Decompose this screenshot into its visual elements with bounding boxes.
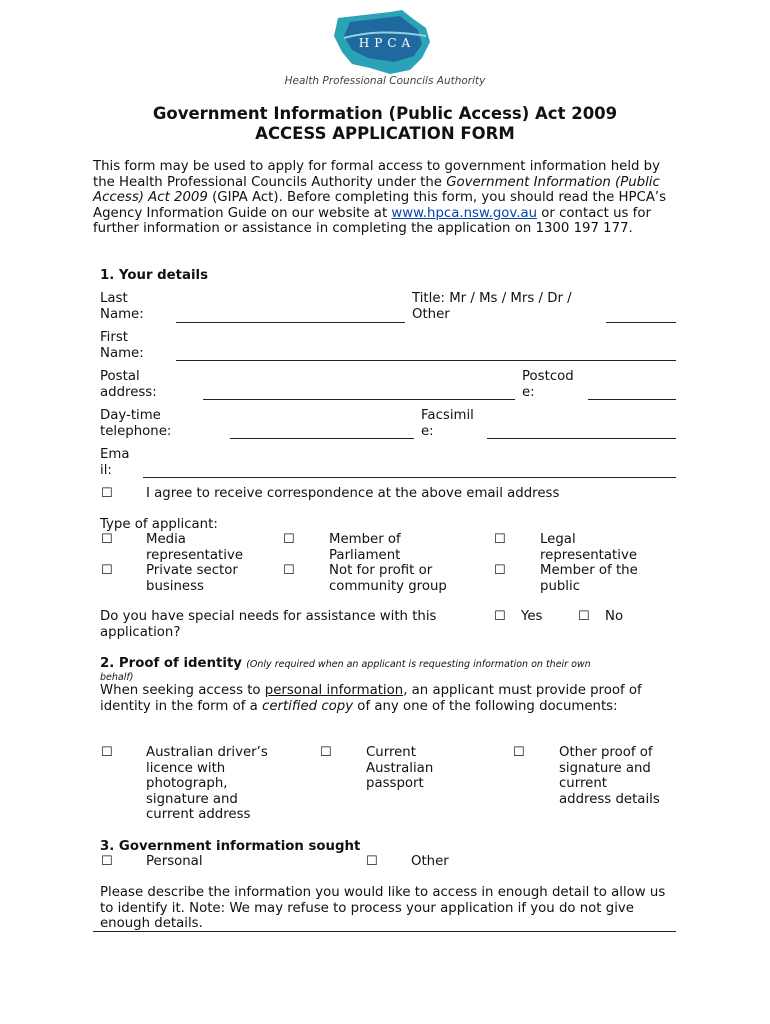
parliament-label: Member of Parliament bbox=[329, 532, 401, 563]
postcode-field[interactable] bbox=[588, 399, 676, 400]
section1-heading: 1. Your details bbox=[100, 268, 209, 283]
section2-heading: 2. Proof of identity (Only required when an applicant is requesting information on their own bbox=[100, 656, 591, 671]
other-info-checkbox[interactable]: ☐ bbox=[366, 854, 378, 869]
intro-paragraph bbox=[93, 159, 685, 237]
proof-identity-paragraph: When seeking access to personal information, an applicant must provide proof of identity in the form of a certified copy of any one of the following documents: bbox=[100, 683, 642, 714]
drivers-licence-checkbox[interactable]: ☐ bbox=[101, 745, 113, 760]
drivers-licence-label: Australian driver’s licence with photograph, signature and current address bbox=[146, 745, 268, 823]
media-checkbox[interactable]: ☐ bbox=[101, 532, 113, 547]
private-sector-checkbox[interactable]: ☐ bbox=[101, 563, 113, 578]
first-name-field[interactable] bbox=[176, 360, 676, 361]
special-needs-label: Do you have special needs for assistance with this application? bbox=[100, 609, 437, 640]
org-name: Health Professional Councils Authority bbox=[284, 75, 486, 87]
postal-address-label: Postal address: bbox=[100, 369, 157, 400]
form-title-line2: ACCESS APPLICATION FORM bbox=[255, 124, 515, 143]
daytime-phone-label: Day-time telephone: bbox=[100, 408, 172, 439]
last-name-label: Last Name: bbox=[100, 291, 144, 322]
special-needs-no-checkbox[interactable]: ☐ bbox=[578, 609, 590, 624]
agree-email-checkbox[interactable]: ☐ bbox=[101, 486, 113, 501]
parliament-checkbox[interactable]: ☐ bbox=[283, 532, 295, 547]
personal-label: Personal bbox=[146, 854, 203, 869]
member-public-label: Member of the public bbox=[540, 563, 638, 594]
intro-text-2: (GIPA Act). Before completing this form, you should read the HPCA’s Agency Information Guide on our website at bbox=[93, 190, 667, 221]
passport-label: Current Australian passport bbox=[366, 745, 434, 792]
last-name-field[interactable] bbox=[176, 322, 405, 323]
nfp-checkbox[interactable]: ☐ bbox=[283, 563, 295, 578]
applicant-type-label: Type of applicant: bbox=[100, 517, 218, 532]
other-info-label: Other bbox=[411, 854, 449, 869]
nfp-label: Not for profit or community group bbox=[329, 563, 447, 594]
private-sector-label: Private sector business bbox=[146, 563, 238, 594]
fax-field[interactable] bbox=[487, 438, 676, 439]
member-public-checkbox[interactable]: ☐ bbox=[494, 563, 506, 578]
agree-email-label: I agree to receive correspondence at the above email address bbox=[146, 486, 560, 501]
intro-text-1: This form may be used to apply for formal access to government information held by the Health Professional Councils Authority under the bbox=[93, 159, 660, 190]
email-label: Ema il: bbox=[100, 447, 130, 478]
daytime-phone-field[interactable] bbox=[230, 438, 414, 439]
special-needs-yes-checkbox[interactable]: ☐ bbox=[494, 609, 506, 624]
intro-act-name: Government Information (Public Access) Act 2009 bbox=[93, 174, 660, 206]
fax-label: Facsimil e: bbox=[421, 408, 474, 439]
postcode-label: Postcod e: bbox=[522, 369, 574, 400]
intro-text-3: or contact us for further information or assistance in completing the application on 1300 197 177. bbox=[93, 205, 651, 237]
form-title-line1: Government Information (Public Access) Act 2009 bbox=[152, 104, 618, 123]
section2-note-cont: behalf) bbox=[100, 672, 134, 683]
section2-note: (Only required when an applicant is requesting information on their own bbox=[246, 659, 591, 670]
legal-label: Legal representative bbox=[540, 532, 638, 563]
personal-checkbox[interactable]: ☐ bbox=[101, 854, 113, 869]
legal-checkbox[interactable]: ☐ bbox=[494, 532, 506, 547]
other-proof-checkbox[interactable]: ☐ bbox=[513, 745, 525, 760]
other-proof-label: Other proof of signature and current address details bbox=[559, 745, 660, 807]
title-field[interactable] bbox=[606, 322, 676, 323]
email-field[interactable] bbox=[143, 477, 676, 478]
website-link[interactable]: www.hpca.nsw.gov.au bbox=[391, 205, 538, 221]
postal-address-field[interactable] bbox=[203, 399, 515, 400]
describe-paragraph: Please describe the information you would like to access in enough detail to allow us to identify it. Note: We may refuse to process your application if you do not give enough details. bbox=[100, 885, 666, 932]
logo-mark-text: HPCA bbox=[358, 36, 416, 50]
special-needs-no-label: No bbox=[605, 609, 624, 624]
hpca-logo bbox=[330, 8, 440, 80]
title-label: Title: Mr / Ms / Mrs / Dr / Other bbox=[412, 291, 572, 322]
first-name-label: First Name: bbox=[100, 330, 144, 361]
section3-heading: 3. Government information sought bbox=[100, 839, 361, 854]
special-needs-yes-label: Yes bbox=[521, 609, 543, 624]
media-label: Media representative bbox=[146, 532, 244, 563]
passport-checkbox[interactable]: ☐ bbox=[320, 745, 332, 760]
describe-field[interactable] bbox=[93, 931, 676, 932]
